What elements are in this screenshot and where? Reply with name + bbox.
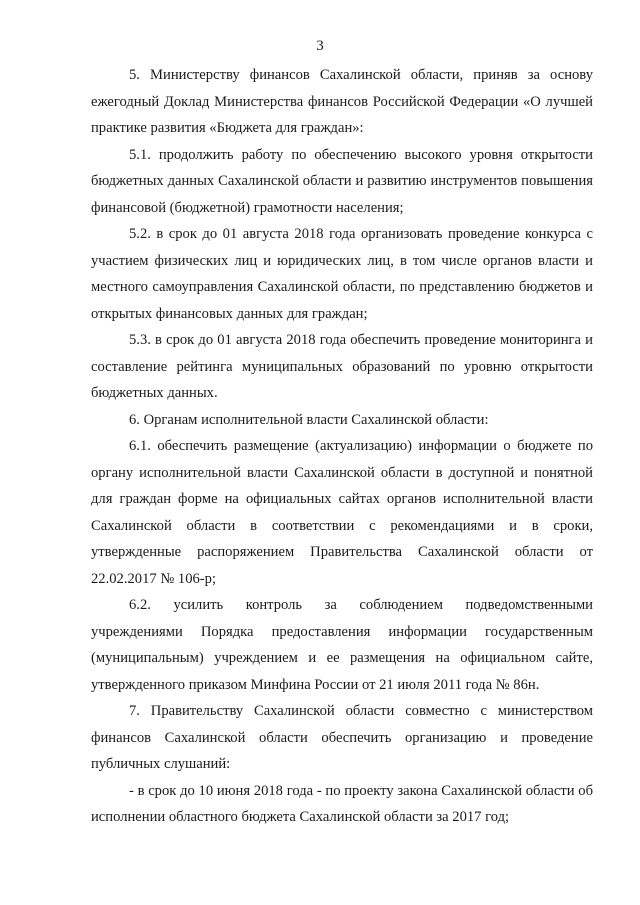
paragraph-6-1: 6.1. обеспечить размещение (актуализацию) информации о бюджете по органу исполнительной власти Сахалинской области в доступной и понятной для граждан форме на официальных сайтах органов исполнительной власти Сахалинской области в соответствии с рекомендациями и в сроки, утвержденные распоряжением Правительства Сахалинской области от 22.02.2017 № 106-р;	[91, 438, 593, 587]
page-number: 3	[316, 38, 324, 54]
paragraph-6: 6. Органам исполнительной власти Сахалинской области:	[129, 411, 489, 428]
paragraph-5-2: 5.2. в срок до 01 августа 2018 года организовать проведение конкурса с участием физических лиц и юридических лиц, в том числе органов власти и местного самоуправления Сахалинской области, по представлению бюджетов и открытых финансовых данных для граждан;	[91, 226, 593, 322]
paragraph-6-2: 6.2. усилить контроль за соблюдением подведомственными учреждениями Порядка предоставления информации государственным (муниципальным) учреждением и ее размещения на официальном сайте, утвержденного приказом Минфина России от 21 июля 2011 года № 86н.	[91, 597, 593, 693]
paragraph-5-3: 5.3. в срок до 01 августа 2018 года обеспечить проведение мониторинга и составление рейтинга муниципальных образований по уровню открытости бюджетных данных.	[91, 332, 593, 401]
paragraph-5-1: 5.1. продолжить работу по обеспечению высокого уровня открытости бюджетных данных Сахалинской области и развитию инструментов повышения финансовой (бюджетной) грамотности населения;	[91, 146, 593, 216]
paragraph-7: 7. Правительству Сахалинской области совместно с министерством финансов Сахалинской области обеспечить организацию и проведение публичных слушаний:	[91, 703, 593, 772]
document-body	[91, 62, 593, 831]
paragraph-5: 5. Министерству финансов Сахалинской области, приняв за основу ежегодный Доклад Министерства финансов Российской Федерации «О лучшей практике развития «Бюджета для граждан»:	[91, 67, 593, 136]
paragraph-7-item: - в срок до 10 июня 2018 года - по проекту закона Сахалинской области об исполнении областного бюджета Сахалинской области за 2017 год;	[91, 782, 593, 825]
